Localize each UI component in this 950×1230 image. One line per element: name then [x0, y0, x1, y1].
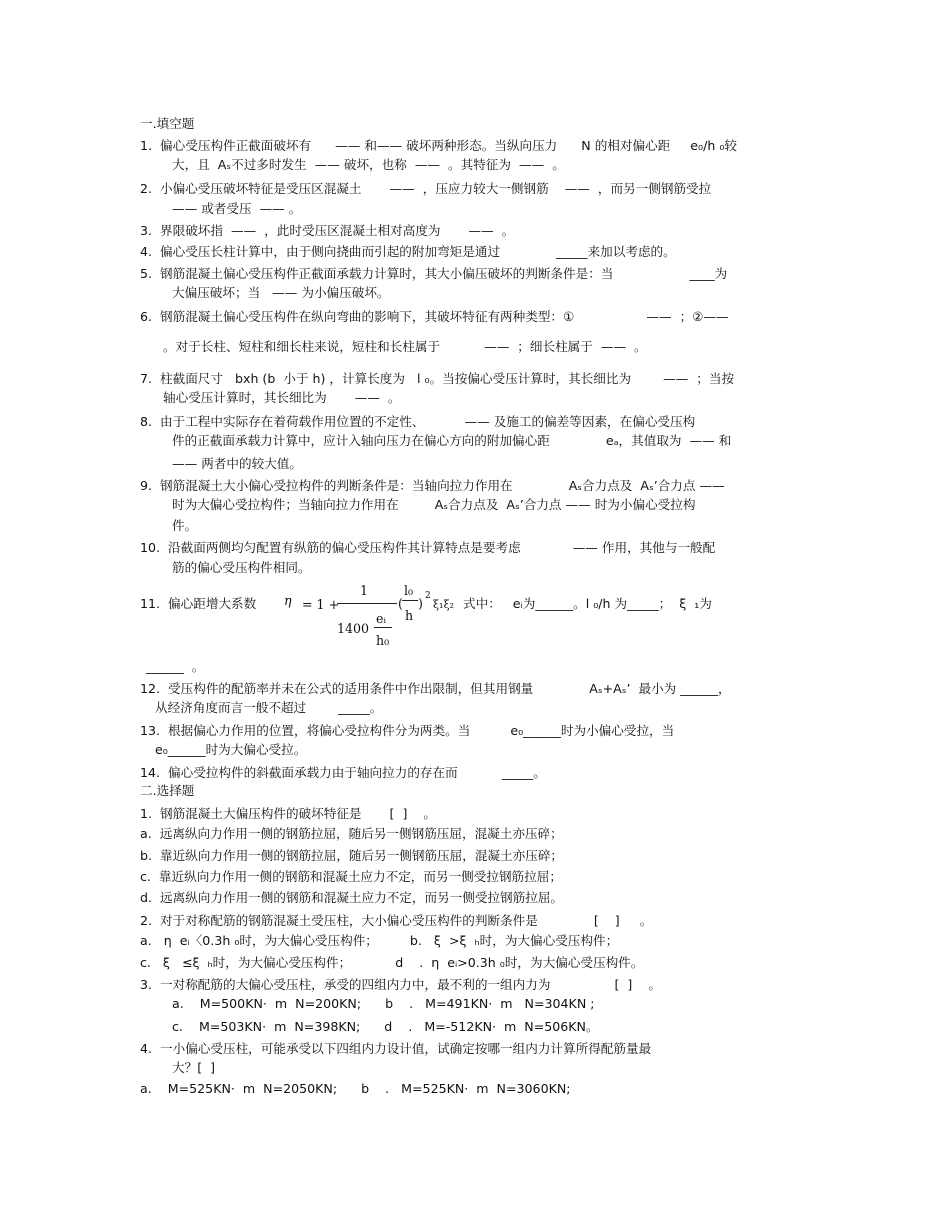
mc4-question-line2: 大？[ ] [172, 1060, 216, 1075]
q11-where: 式中： eᵢ为______。l ₀/h 为_____； ξ ₁为 [463, 596, 712, 611]
q2-line2: —— 或者受压 —— 。 [172, 201, 302, 216]
q3-line1: 3. 界限破坏指 —— ，此时受压区混凝土相对高度为 —— 。 [140, 223, 515, 238]
fraction-bar [337, 603, 397, 604]
equals-one-plus: = 1 + [302, 597, 340, 612]
mc4-question-line1: 4. 一小偏心受压柱，可能承受以下四组内力设计值，试确定按哪一组内力计算所得配筋量最 [140, 1041, 652, 1056]
q11-label: 11. 偏心距增大系数 [140, 596, 257, 611]
q14-line1: 14. 偏心受拉构件的斜截面承载力由于轴向拉力的存在而 _____。 [140, 765, 546, 780]
q8-line2: 件的正截面承载力计算中，应计入轴向压力在偏心方向的附加偏心距 eₐ，其值取为 —— 和 [172, 433, 732, 448]
exponent-two: 2 [425, 591, 431, 601]
fraction-denominator-constant: 1400 [337, 621, 370, 636]
q1-line1: 1. 偏心受压构件正截面破坏有 —— 和—— 破坏两种形态。当纵向压力 N 的相对偏心距 e₀/h ₀较 [140, 138, 737, 153]
q13-line1: 13. 根据偏心力作用的位置，将偏心受拉构件分为两类。当 e₀______时为小偏心受拉，当 [140, 723, 675, 738]
mc3-options-ab: a. M=500KN· m N=200KN; b . M=491KN· m N=304KN ; [172, 996, 595, 1011]
section-title-choice: 二.选择题 [140, 783, 195, 798]
fraction-h0: h₀ [376, 633, 390, 648]
q5-line1: 5. 钢筋混凝土偏心受压构件正截面承载力计算时，其大小偏压破坏的判断条件是：当 ____为 [140, 266, 728, 281]
ratio-bar [402, 600, 418, 601]
fraction-numerator: 1 [360, 583, 369, 598]
q1-line2: 大，且 Aₛ不过多时发生 —— 破坏，也称 —— 。其特征为 —— 。 [172, 157, 565, 172]
mc2-options-cd: c. ξ ≤ξ ₕ时，为大偏心受压构件； d . η eᵢ>0.3h ₀时，为大偏心受压构件。 [140, 955, 644, 970]
paren-right: ) [418, 596, 423, 611]
section-title-fill-in: 一.填空题 [140, 116, 195, 131]
q11-blank-line: ______ 。 [146, 659, 205, 674]
mc3-options-cd: c. M=503KN· m N=398KN; d . M=-512KN· m N=506KN。 [172, 1019, 599, 1034]
xi-factors: ξ₁ξ₂ [433, 598, 454, 611]
mc2-question: 2. 对于对称配筋的钢筋混凝土受压柱，大小偏心受压构件的判断条件是 [ ] 。 [140, 913, 653, 928]
q13-line2: e₀______时为大偏心受拉。 [155, 742, 307, 757]
mc2-options-ab: a. η eᵢ〈0.3h ₀时，为大偏心受压构件； b. ξ >ξ ₕ时，为大偏心受压构件； [140, 933, 619, 948]
inner-fraction-bar [374, 627, 392, 628]
q8-line3: —— 两者中的较大值。 [172, 456, 302, 471]
paren-left: ( [398, 596, 403, 611]
q6-line1: 6. 钢筋混凝土偏心受压构件在纵向弯曲的影响下，其破坏特征有两种类型：① —— ；②—— [140, 309, 729, 324]
q9-line2: 时为大偏心受拉构件；当轴向拉力作用在 Aₛ合力点及 Aₛ’合力点 —— 时为小偏心受拉构 [172, 497, 696, 512]
q4-line1: 4. 偏心受压长柱计算中，由于侧向挠曲而引起的附加弯矩是通过 _____来加以考虑的。 [140, 244, 676, 259]
mc1-question: 1. 钢筋混凝土大偏压构件的破坏特征是 [ ] 。 [140, 806, 436, 821]
ratio-h: h [405, 608, 414, 623]
q7-line2: 轴心受压计算时，其长细比为 —— 。 [163, 390, 401, 405]
mc3-question: 3. 一对称配筋的大偏心受压柱，承受的四组内力中，最不利的一组内力为 [ ] 。 [140, 977, 661, 992]
mc1-option-b: b. 靠近纵向力作用一侧的钢筋拉屈，随后另一侧钢筋压屈，混凝土亦压碎； [140, 848, 564, 863]
q12-line2: 从经济角度而言一般不超过 _____。 [155, 700, 383, 715]
q9-line3: 件。 [172, 518, 198, 533]
q10-line2: 筋的偏心受压构件相同。 [172, 560, 311, 575]
ratio-l0: l₀ [404, 583, 414, 598]
q12-line1: 12. 受压构件的配筋率并未在公式的适用条件中作出限制，但其用钢量 Aₛ+Aₛ’ 最小为 ______， [140, 681, 731, 696]
q10-line1: 10. 沿截面两侧均匀配置有纵筋的偏心受压构件其计算特点是要考虑 —— 作用，其他与一般配 [140, 540, 716, 555]
mc4-options-ab: a. M=525KN· m N=2050KN; b . M=525KN· m N=3060KN; [140, 1081, 571, 1096]
q6-line2: 。对于长柱、短柱和细长柱来说，短柱和长柱属于 —— ；细长柱属于 —— 。 [163, 339, 647, 354]
q7-line1: 7. 柱截面尺寸 bxh (b 小于 h) ，计算长度为 l ₀。当按偏心受压计算时，其长细比为 —— ；当按 [140, 371, 735, 386]
eta-symbol: η [284, 593, 292, 608]
mc1-option-c: c. 靠近纵向力作用一侧的钢筋和混凝土应力不定，而另一侧受拉钢筋拉屈； [140, 869, 562, 884]
q8-line1: 8. 由于工程中实际存在着荷载作用位置的不定性、 —— 及施工的偏差等因素，在偏心受压构 [140, 414, 696, 429]
mc1-option-a: a. 远离纵向力作用一侧的钢筋拉屈，随后另一侧钢筋压屈，混凝土亦压碎； [140, 826, 563, 841]
q2-line1: 2. 小偏心受压破坏特征是受压区混凝土 —— ，压应力较大一侧钢筋 —— ，而另一侧钢筋受拉 [140, 181, 712, 196]
q5-line2: 大偏压破坏；当 —— 为小偏压破坏。 [172, 285, 390, 300]
mc1-option-d: d. 远离纵向力作用一侧的钢筋和混凝土应力不定，而另一侧受拉钢筋拉屈。 [140, 890, 564, 905]
q9-line1: 9. 钢筋混凝土大小偏心受拉构件的判断条件是：当轴向拉力作用在 Aₛ合力点及 Aₛ’合力点 —— [140, 478, 725, 493]
fraction-ei: eᵢ [376, 611, 386, 626]
